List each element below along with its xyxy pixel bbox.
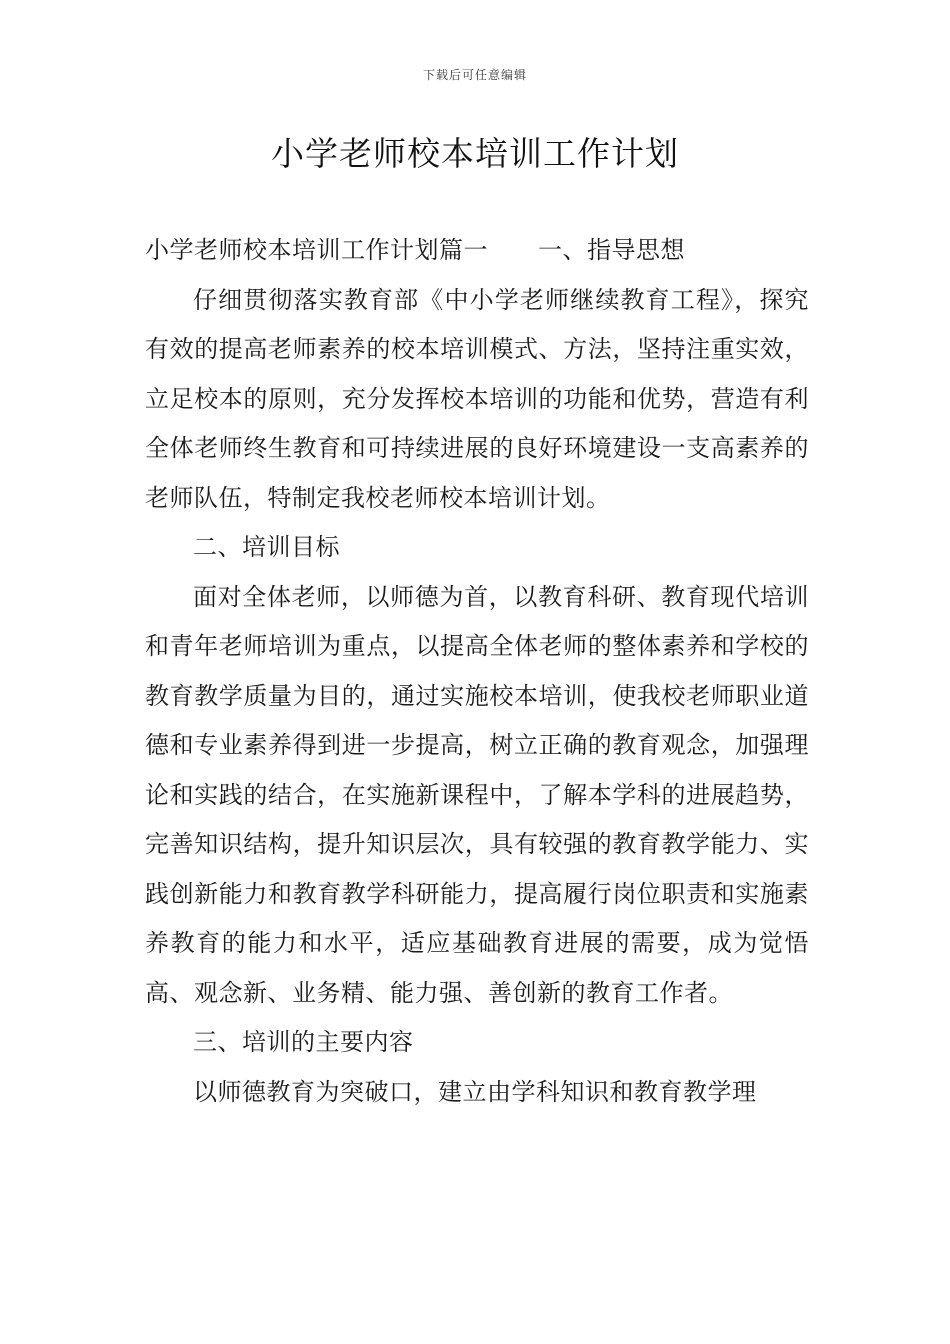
section-heading-2: 二、培训目标 <box>193 533 340 561</box>
paragraph-training-content: 以师德教育为突破口，建立由学科知识和教育教学理 <box>193 1077 757 1106</box>
document-title: 小学老师校本培训工作计划 <box>271 134 679 173</box>
section-heading-3: 三、培训的主要内容 <box>193 1028 414 1056</box>
paragraph-training-goals: 面对全体老师，以师德为首，以教育科研、教育现代培训和青年老师培训为重点，以提高全体老师的整体素养和学校的教育教学质量为目的，通过实施校本培训，使我校老师职业道德和专业素养得到进一步提高，树立正确的教育观念，加强理论和实践的结合，在实施新课程中，了解本学科的进展趋势，完善知识结构，提升知识层次，具有较强的教育教学能力、实践创新能力和教育教学科研能力，提高履行岗位职责和实施素养教育的能力和水平，适应基础教育进展的需要，成为觉悟高、观念新、业务精、能力强、善创新的教育工作者。 <box>145 582 809 1007</box>
part-label: 小学老师校本培训工作计划篇一 <box>145 236 488 264</box>
section-heading-1: 一、指导思想 <box>538 236 685 264</box>
paragraph-guiding-thought: 仔细贯彻落实教育部《中小学老师继续教育工程》，探究有效的提高老师素养的校本培训模式、方法，坚持注重实效，立足校本的原则，充分发挥校本培训的功能和优势，营造有利全体老师终生教育和可持续进展的良好环境建设一支高素养的老师队伍，特制定我校老师校本培训计划。 <box>145 285 809 512</box>
document-body <box>145 226 809 1117</box>
page-header-note: 下载后可任意编辑 <box>422 68 527 82</box>
lead-line <box>145 226 809 276</box>
